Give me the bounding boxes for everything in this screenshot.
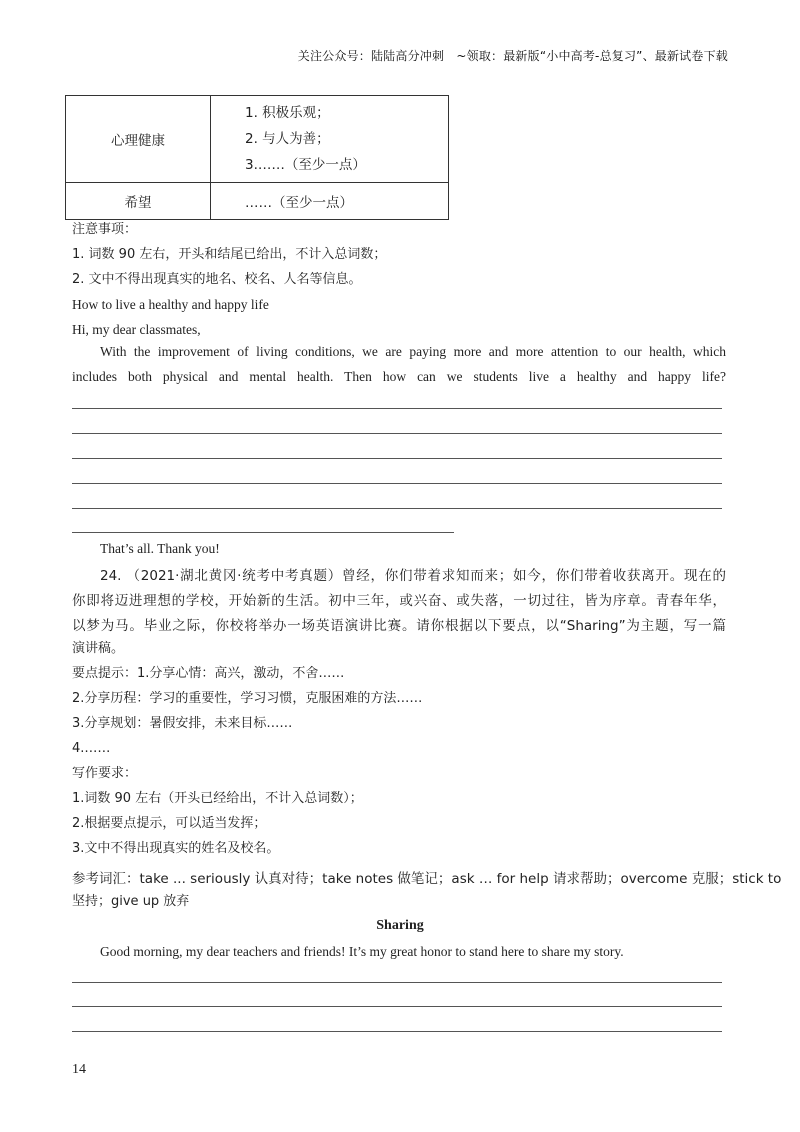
content-table — [65, 95, 449, 220]
tip-2: 2.分享历程：学习的重要性，学习习惯，克服困难的方法…… — [72, 691, 423, 706]
note-2: 2. 文中不得出现真实的地名、校名、人名等信息。 — [72, 272, 362, 287]
notes-title: 注意事项： — [72, 222, 138, 237]
writing-line — [72, 1031, 722, 1032]
writing-line — [72, 508, 722, 509]
writing-line — [72, 408, 722, 409]
table-item: 1. 积极乐观； — [245, 105, 330, 121]
q24-line-1: 24. （2021·湖北黄冈·统考中考真题）曾经，你们带着求知而来；如今，你们带着收获离开。现在的 — [100, 568, 726, 584]
requirement-3: 3.文中不得出现真实的姓名及校名。 — [72, 841, 280, 856]
requirement-2: 2.根据要点提示，可以适当发挥； — [72, 816, 267, 831]
paragraph-line-2: includes both physical and mental health. Then how can we students live a healthy and happy life? — [72, 369, 726, 384]
writing-line — [72, 458, 722, 459]
table-item: 3.……（至少一点） — [245, 157, 366, 173]
requirements-title: 写作要求： — [72, 766, 138, 781]
closing: That’s all. Thank you! — [100, 541, 220, 556]
page-header: 关注公众号：陆陆高分冲刺 ~领取：最新版“小中高考-总复习”、最新试卷下载 — [297, 49, 728, 63]
page-number: 14 — [72, 1062, 86, 1077]
note-1: 1. 词数 90 左右，开头和结尾已给出，不计入总词数； — [72, 247, 387, 262]
writing-line — [72, 982, 722, 983]
tip-4: 4.…… — [72, 741, 111, 756]
q24-line-2: 你即将迈进理想的学校，开始新的生活。初中三年，或兴奋、或失落，一切过往，皆为序章。青春年华， — [72, 593, 726, 609]
greeting: Hi, my dear classmates, — [72, 322, 201, 337]
writing-line — [72, 433, 722, 434]
writing-line — [72, 483, 722, 484]
table-key-hope: 希望 — [66, 183, 211, 220]
essay-title-23: How to live a healthy and happy life — [72, 297, 269, 312]
vocabulary-line-1: 参考词汇：take ... seriously 认真对待；take notes 做笔记；ask … for help 请求帮助；overcome 克服；stick to — [72, 871, 782, 887]
requirement-1: 1.词数 90 左右（开头已经给出，不计入总词数）； — [72, 791, 363, 806]
vocabulary-line-2: 坚持；give up 放弃 — [72, 894, 190, 909]
tip-3: 3.分享规划：暑假安排，未来目标…… — [72, 716, 293, 731]
writing-line — [72, 532, 454, 533]
q24-line-3: 以梦为马。毕业之际，你校将举办一场英语演讲比赛。请你根据以下要点，以“Sharing”为主题，写一篇 — [72, 618, 726, 634]
table-value-hope: ……（至少一点） — [211, 183, 449, 220]
tip-1: 要点提示：1.分享心情：高兴，激动，不舍…… — [72, 666, 345, 681]
essay-opening: Good morning, my dear teachers and friends! It’s my great honor to stand here to share my story. — [100, 944, 624, 959]
q24-line-4: 演讲稿。 — [72, 641, 125, 656]
paragraph-line-1: With the improvement of living conditions, we are paying more and more attention to our health, which — [100, 344, 726, 359]
table-item: 2. 与人为善； — [245, 131, 330, 147]
writing-line — [72, 1006, 722, 1007]
essay-title-24: Sharing — [376, 918, 424, 933]
table-value-mental-health — [211, 96, 449, 183]
table-key-mental-health: 心理健康 — [66, 96, 211, 183]
